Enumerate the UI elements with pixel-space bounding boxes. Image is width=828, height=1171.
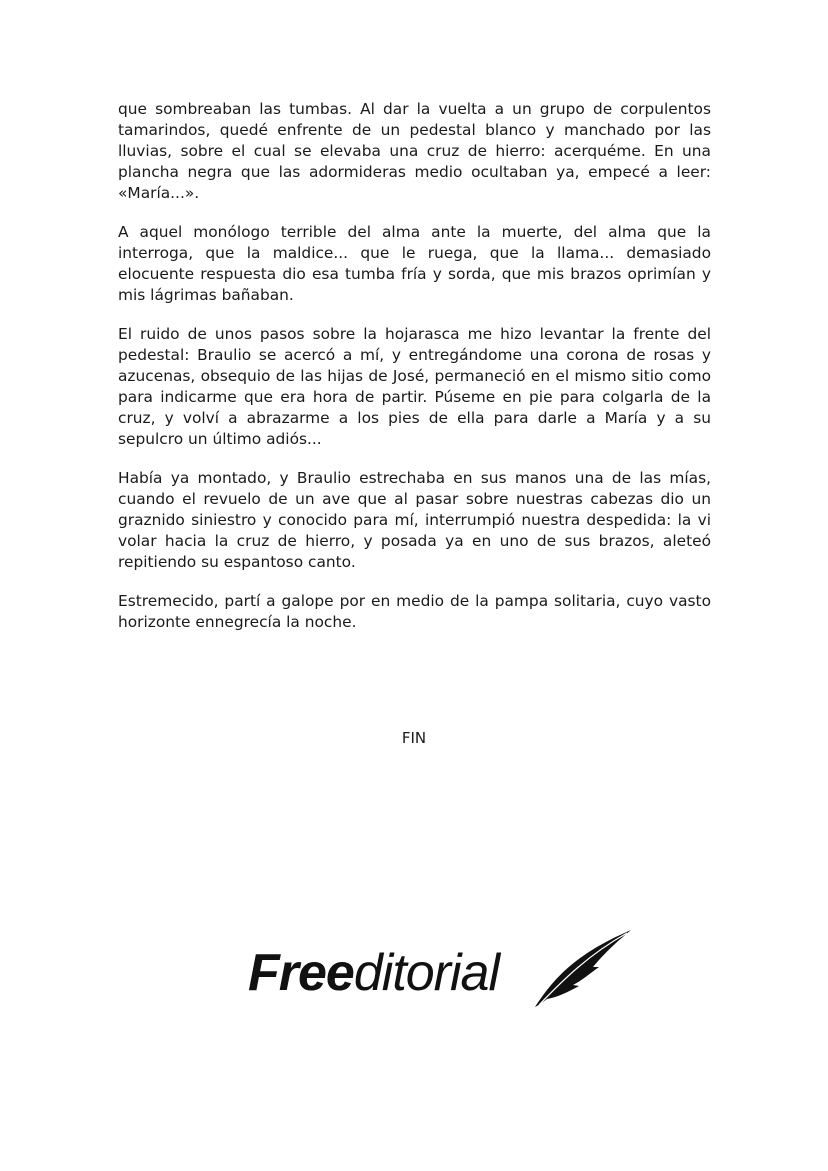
freeditorial-logo [248, 925, 633, 1015]
logo-text-bold: Free [248, 944, 354, 1002]
body-text [118, 99, 711, 651]
end-label: FIN [401, 729, 427, 747]
paragraph: A aquel monólogo terrible del alma ante la muerte, del alma que la interroga, que la maldice... que le ruega, que la llama... demasiado elocuente respuesta dio esa tumba fría y sorda, que mis brazos oprimían y mis lágrimas bañaban. [118, 223, 711, 304]
feather-icon [533, 925, 633, 1010]
paragraph: El ruido de unos pasos sobre la hojarasca me hizo levantar la frente del pedestal: Braulio se acercó a mí, y entregándome una corona de rosas y azucenas, obsequio de las hijas de José, permaneció en el mismo sitio como para indicarme que era hora de partir. Púseme en pie para colgarla de la cruz, y volví a abrazarme a los pies de ella para darle a María y a su sepulcro un último adiós... [118, 325, 711, 448]
logo-text [248, 943, 499, 1003]
logo-text-light: ditorial [353, 944, 500, 1002]
paragraph: que sombreaban las tumbas. Al dar la vuelta a un grupo de corpulentos tamarindos, quedé enfrente de un pedestal blanco y manchado por las lluvias, sobre el cual se elevaba una cruz de hierro: acerquéme. En una plancha negra que las adormideras medio ocultaban ya, empecé a leer: «María...». [118, 100, 711, 202]
paragraph: Estremecido, partí a galope por en medio de la pampa solitaria, cuyo vasto horizonte ennegrecía la noche. [118, 592, 711, 631]
paragraph: Había ya montado, y Braulio estrechaba en sus manos una de las mías, cuando el revuelo de un ave que al pasar sobre nuestras cabezas dio un graznido siniestro y conocido para mí, interrumpió nuestra despedida: la vi volar hacia la cruz de hierro, y posada ya en uno de sus brazos, aleteó repitiendo su espantoso canto. [118, 469, 711, 571]
